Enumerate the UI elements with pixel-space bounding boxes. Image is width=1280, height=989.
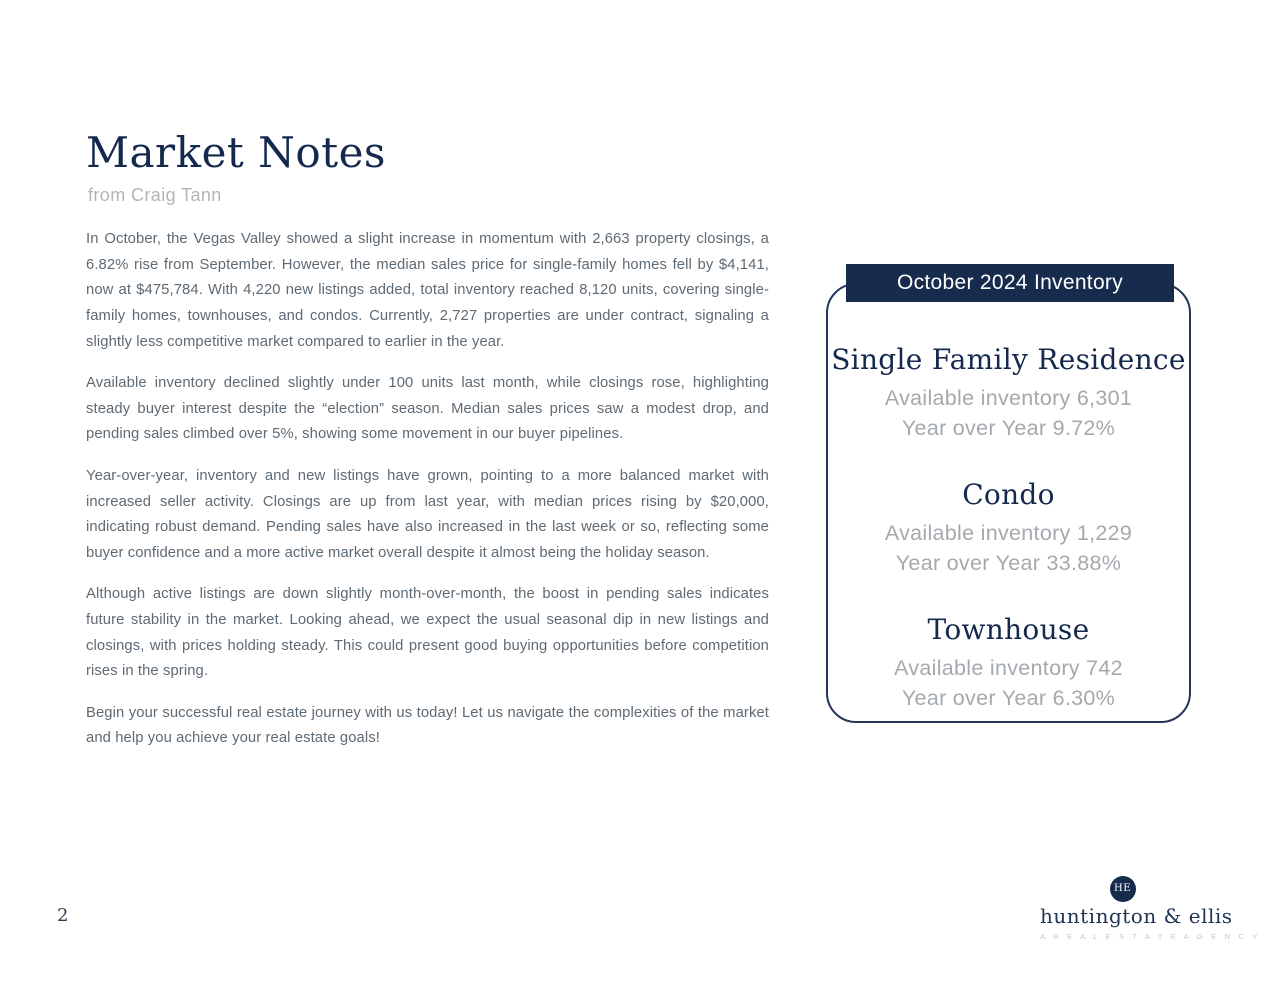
condo-year-over-year: Year over Year 33.88% (895, 551, 1122, 575)
inventory-card-header: October 2024 Inventory (846, 264, 1174, 302)
single-family-available-inventory: Available inventory 6,301 (884, 386, 1133, 410)
market-notes-article (86, 130, 769, 752)
article-byline: from Craig Tann (88, 185, 222, 206)
page-title: Market Notes (86, 128, 386, 177)
paragraph-outlook: Although active listings are down slightly month-over-month, the boost in pending sales indicates future stability in the market. Looking ahead, we expect the usual seasonal dip in new listings and closings, with prices holding steady. This could present good buying opportunities before competition rises in the spring. (86, 586, 769, 680)
paragraph-inventory-decline: Available inventory declined slightly under 100 units last month, while closings rose, highlighting steady buyer interest despite the “election” season. Median sales prices saw a modest drop, and pending sales climbed over 5%, showing some movement in our buyer pipelines. (86, 375, 769, 443)
he-monogram-icon: HE (1110, 876, 1136, 902)
paragraph-year-over-year: Year-over-year, inventory and new listings have grown, pointing to a more balanced market with increased seller activity. Closings are up from last year, with median prices rising by $20,000, indicating robust demand. Pending sales have also increased in the last week or so, reflecting some buyer confidence and a more active market overall despite it almost being the holiday season. (86, 467, 769, 561)
townhouse-available-inventory: Available inventory 742 (894, 656, 1123, 680)
section-title-single-family: Single Family Residence (831, 343, 1186, 376)
townhouse-year-over-year: Year over Year 6.30% (901, 686, 1116, 710)
condo-available-inventory: Available inventory 1,229 (884, 521, 1133, 545)
brand-logo (1040, 876, 1261, 941)
section-title-condo: Condo (962, 478, 1055, 511)
brand-name: huntington & ellis (1040, 904, 1233, 928)
inventory-section-condo (828, 478, 1189, 578)
inventory-section-single-family (828, 343, 1189, 443)
inventory-section-townhouse (828, 613, 1189, 713)
paragraph-call-to-action: Begin your successful real estate journey with us today! Let us navigate the complexities of the market and help you achieve your real estate goals! (86, 704, 769, 747)
single-family-year-over-year: Year over Year 9.72% (901, 416, 1116, 440)
paragraph-october-overview: In October, the Vegas Valley showed a slight increase in momentum with 2,663 property closings, a 6.82% rise from September. However, the median sales price for single-family homes fell by $4,141, now at $475,784. With 4,220 new listings added, total inventory reached 8,120 units, covering single-family homes, townhouses, and condos. Currently, 2,727 properties are under contract, signaling a slightly less competitive market compared to earlier in the year. (86, 231, 769, 350)
inventory-card (826, 283, 1191, 723)
page-number: 2 (57, 905, 69, 926)
brand-tagline: A R E A L E S T A T E A G E N C Y (1040, 932, 1261, 941)
section-title-townhouse: Townhouse (927, 613, 1090, 646)
